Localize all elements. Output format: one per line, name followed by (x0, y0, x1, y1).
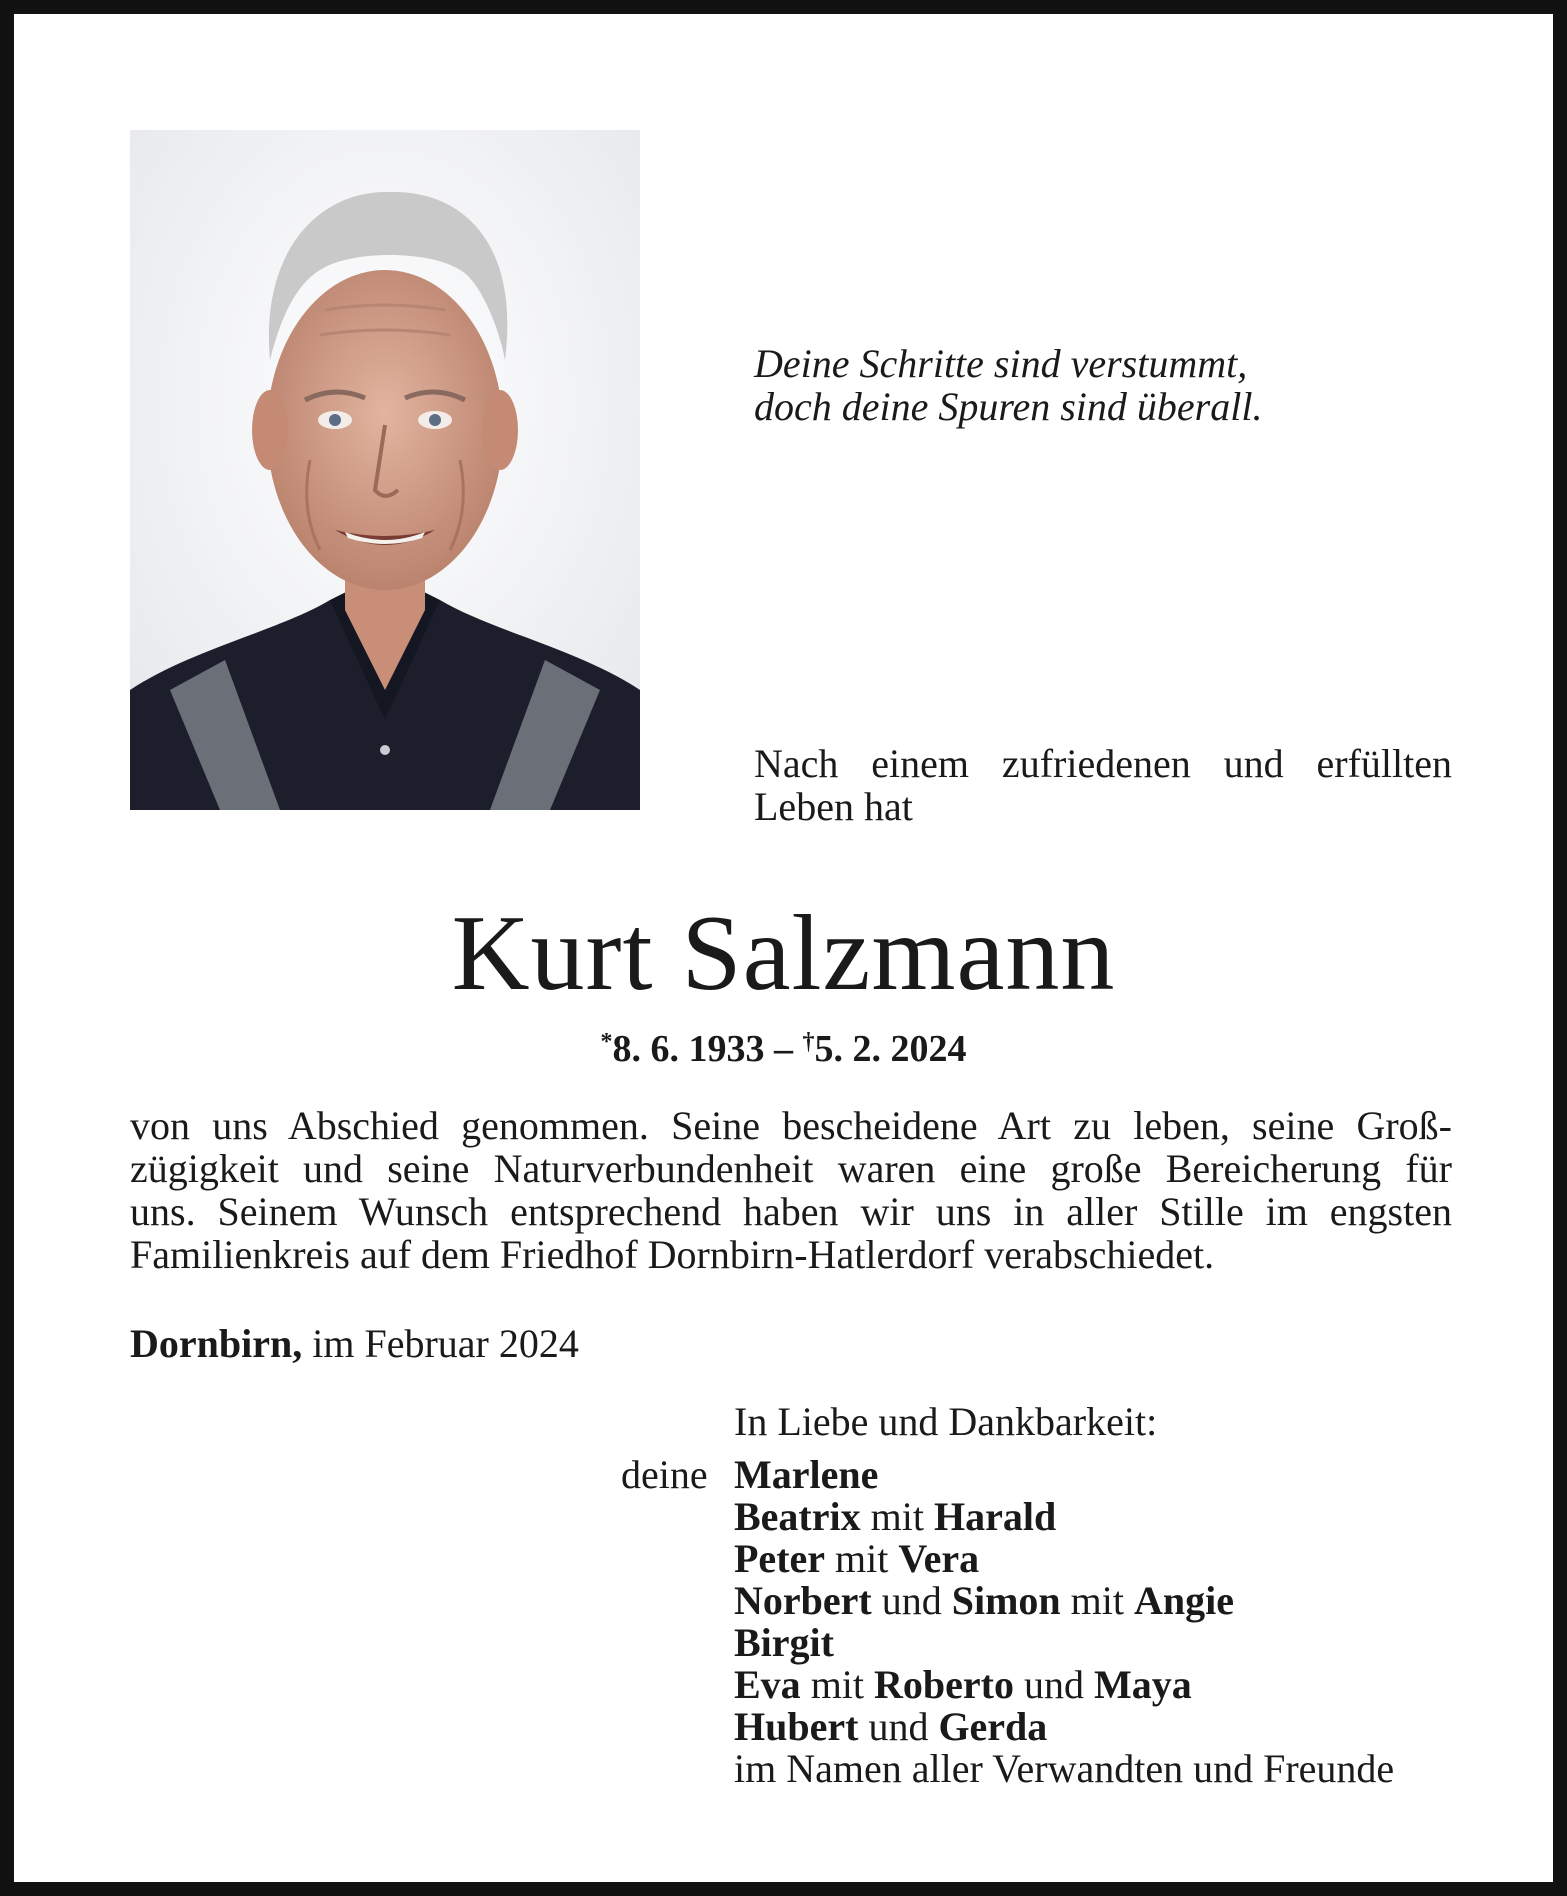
birth-star-symbol: * (600, 1029, 613, 1055)
family-name: Eva (734, 1662, 801, 1707)
deceased-name: Kurt Salzmann (451, 894, 1116, 1013)
place: Dornbirn, (130, 1321, 303, 1366)
family-line (734, 1622, 1394, 1664)
connector: und (871, 1578, 952, 1623)
family-name: Hubert (734, 1704, 859, 1749)
family-line (734, 1454, 1394, 1496)
family-name: Simon (951, 1578, 1061, 1623)
body-line: uns. Seinem Wunsch entsprechend haben wir uns in aller Stille im engsten (130, 1189, 1452, 1234)
death-cross-symbol: † (802, 1029, 815, 1055)
intro-text (754, 742, 1452, 828)
intro-line: Leben hat (754, 784, 913, 829)
death-date: 5. 2. 2024 (814, 1028, 967, 1070)
connector: und (858, 1704, 939, 1749)
intro-line: Nach einem zufriedenen und erfüllten (754, 741, 1452, 786)
family-name: Birgit (734, 1620, 834, 1665)
life-dates (14, 1020, 1553, 1071)
family-name: Norbert (734, 1578, 872, 1623)
family-name: Maya (1094, 1662, 1192, 1707)
family-name: Vera (898, 1536, 980, 1581)
date-text: im Februar 2024 (302, 1321, 579, 1366)
family-line (734, 1664, 1394, 1706)
quote-line: Deine Schritte sind verstummt, (754, 341, 1248, 386)
body-line: zügigkeit und seine Naturverbundenheit waren eine große Bereicherung für (130, 1146, 1452, 1191)
family-line (734, 1538, 1394, 1580)
notice-body (130, 1104, 1452, 1276)
family-name: Angie (1134, 1578, 1234, 1623)
family-line (734, 1496, 1394, 1538)
birth-date: 8. 6. 1933 (612, 1028, 765, 1070)
connector: mit (825, 1536, 899, 1581)
body-line: von uns Abschied genommen. Seine bescheidene Art zu leben, seine Groß- (130, 1103, 1452, 1148)
family-name: Marlene (734, 1452, 879, 1497)
portrait-photo (130, 130, 640, 810)
family-line (734, 1580, 1394, 1622)
date-separator: – (764, 1028, 803, 1070)
connector: mit (860, 1494, 934, 1539)
connector: und (1014, 1662, 1094, 1707)
body-line: Familienkreis auf dem Friedhof Dornbirn-Hatlerdorf verabschiedet. (130, 1232, 1215, 1277)
connector: mit (800, 1662, 875, 1707)
connector: mit (1060, 1578, 1134, 1623)
family-name: Roberto (874, 1662, 1014, 1707)
family-closing: im Namen aller Verwandten und Freunde (734, 1746, 1395, 1791)
family-name: Peter (734, 1536, 826, 1581)
place-and-date (130, 1322, 579, 1365)
quote-line: doch deine Spuren sind überall. (754, 384, 1263, 429)
family-line (734, 1706, 1394, 1748)
family-prefix: deine (621, 1452, 708, 1497)
family-name: Gerda (938, 1704, 1048, 1749)
family-name: Beatrix (734, 1494, 861, 1539)
portrait-illustration (130, 130, 640, 810)
family-name: Harald (933, 1494, 1057, 1539)
signoff: In Liebe und Dankbarkeit: (734, 1399, 1158, 1444)
memorial-quote (754, 342, 1454, 428)
